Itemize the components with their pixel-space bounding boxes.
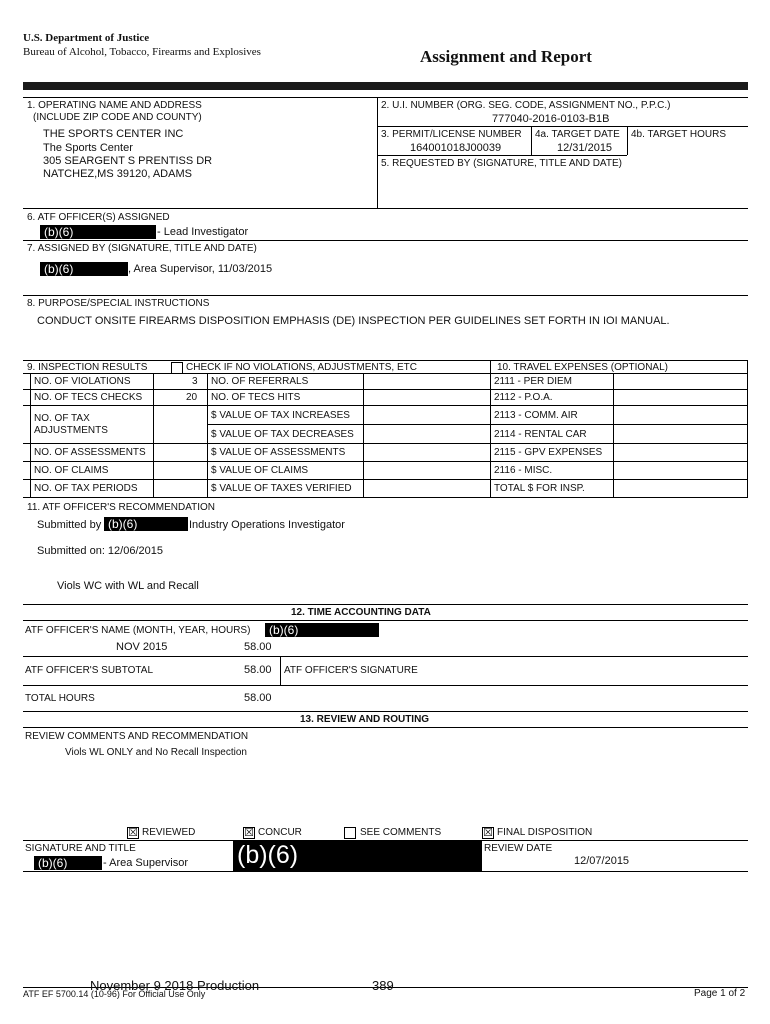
time-month: NOV 2015 xyxy=(116,641,168,653)
operating-name-line2: The Sports Center xyxy=(43,142,133,154)
travel-rental-car: 2114 - RENTAL CAR xyxy=(494,429,587,440)
assigned-by-value: , Area Supervisor, 11/03/2015 xyxy=(128,263,273,275)
submitted-on: Submitted on: 12/06/2015 xyxy=(37,545,163,557)
review-comments-label: REVIEW COMMENTS AND RECOMMENDATION xyxy=(25,731,249,742)
no-violations-checkbox[interactable] xyxy=(171,362,183,374)
referrals-label: NO. OF REFERRALS xyxy=(211,376,309,387)
violations-value: 3 xyxy=(192,376,198,387)
ui-number-value: 777040-2016-0103-B1B xyxy=(492,113,610,125)
bureau-name: Bureau of Alcohol, Tobacco, Firearms and Explosives xyxy=(23,46,261,58)
operating-name-line1: THE SPORTS CENTER INC xyxy=(43,128,184,140)
review-date-label: REVIEW DATE xyxy=(484,843,553,854)
bates-number: 389 xyxy=(372,978,394,993)
permit-value: 164001018J00039 xyxy=(410,142,502,154)
review-routing-title: 13. REVIEW AND ROUTING xyxy=(300,714,430,725)
signature-title-label: SIGNATURE AND TITLE xyxy=(25,843,136,854)
header-bar xyxy=(23,82,748,90)
assigned-by-label: 7. ASSIGNED BY (SIGNATURE, TITLE AND DATE) xyxy=(27,243,257,254)
ui-number-label: 2. U.I. NUMBER (ORG. SEG. CODE, ASSIGNMENT NO., P.P.C.) xyxy=(381,100,671,111)
reviewed-checkbox[interactable]: ☒ xyxy=(128,827,138,839)
redaction-officer: (b)(6) xyxy=(40,225,156,239)
lead-investigator-role: - Lead Investigator xyxy=(157,226,249,238)
operating-name-sublabel: (INCLUDE ZIP CODE AND COUNTY) xyxy=(33,112,202,123)
agency-name: U.S. Department of Justice xyxy=(23,32,150,44)
final-disposition-label: FINAL DISPOSITION xyxy=(497,827,593,838)
page-number: Page 1 of 2 xyxy=(694,988,746,999)
time-accounting-title: 12. TIME ACCOUNTING DATA xyxy=(291,607,431,618)
redaction-submitter: (b)(6) xyxy=(104,517,188,531)
taxes-verified-label: $ VALUE OF TAXES VERIFIED xyxy=(211,483,352,494)
no-violations-label: CHECK IF NO VIOLATIONS, ADJUSTMENTS, ETC xyxy=(186,362,417,373)
operating-name-label: 1. OPERATING NAME AND ADDRESS xyxy=(27,100,202,111)
total-hours-label: TOTAL HOURS xyxy=(25,693,95,704)
review-date-value: 12/07/2015 xyxy=(574,855,630,867)
redaction-reviewer: (b)(6) xyxy=(34,856,102,870)
time-month-hours: 58.00 xyxy=(244,641,272,653)
tecs-checks-label: NO. OF TECS CHECKS xyxy=(34,392,143,403)
officers-assigned-label: 6. ATF OFFICER(S) ASSIGNED xyxy=(27,212,170,223)
target-date-value: 12/31/2015 xyxy=(557,142,613,154)
total-hours-value: 58.00 xyxy=(244,692,272,704)
violations-label: NO. OF VIOLATIONS xyxy=(34,376,131,387)
tecs-hits-label: NO. OF TECS HITS xyxy=(211,392,301,403)
concur-label: CONCUR xyxy=(258,827,302,838)
see-comments-checkbox[interactable] xyxy=(344,827,356,839)
operating-address-line1: 305 SEARGENT S PRENTISS DR xyxy=(43,155,213,167)
subtotal-value: 58.00 xyxy=(244,664,272,676)
claims-value-label: $ VALUE OF CLAIMS xyxy=(211,465,309,476)
tax-decreases-label: $ VALUE OF TAX DECREASES xyxy=(211,429,354,440)
travel-per-diem: 2111 - PER DIEM xyxy=(494,376,572,387)
travel-total: TOTAL $ FOR INSP. xyxy=(494,483,585,494)
form-title: Assignment and Report xyxy=(420,47,592,66)
redaction-time-officer: (b)(6) xyxy=(265,623,379,637)
travel-gpv: 2115 - GPV EXPENSES xyxy=(494,447,603,458)
officer-signature-label: ATF OFFICER'S SIGNATURE xyxy=(284,665,418,676)
reviewer-role: - Area Supervisor xyxy=(103,857,188,869)
production-stamp: November 9 2018 Production xyxy=(90,978,260,993)
final-disposition-checkbox[interactable]: ☒ xyxy=(483,827,493,839)
operating-address-line2: NATCHEZ,MS 39120, ADAMS xyxy=(43,168,192,180)
inspection-results-label: 9. INSPECTION RESULTS xyxy=(27,362,148,373)
see-comments-label: SEE COMMENTS xyxy=(360,827,442,838)
redaction-assigner: (b)(6) xyxy=(40,262,128,276)
target-date-label: 4a. TARGET DATE xyxy=(535,129,620,140)
redaction-signature: (b)(6) xyxy=(233,840,482,871)
travel-comm-air: 2113 - COMM. AIR xyxy=(494,410,578,421)
permit-label: 3. PERMIT/LICENSE NUMBER xyxy=(381,129,522,140)
tax-increases-label: $ VALUE OF TAX INCREASES xyxy=(211,410,350,421)
target-hours-label: 4b. TARGET HOURS xyxy=(631,129,727,140)
reviewed-label: REVIEWED xyxy=(142,827,196,838)
assessments-label: NO. OF ASSESSMENTS xyxy=(34,447,146,458)
travel-poa: 2112 - P.O.A. xyxy=(494,392,553,403)
officer-name-label: ATF OFFICER'S NAME (MONTH, YEAR, HOURS) xyxy=(25,625,251,636)
tax-periods-label: NO. OF TAX PERIODS xyxy=(34,483,138,494)
tax-adjustments-label-1: NO. OF TAX xyxy=(34,413,90,424)
recommendation-note: Viols WC with WL and Recall xyxy=(57,580,199,592)
requested-by-label: 5. REQUESTED BY (SIGNATURE, TITLE AND DATE) xyxy=(381,158,622,169)
tecs-checks-value: 20 xyxy=(186,392,198,403)
submitter-role: Industry Operations Investigator xyxy=(189,519,345,531)
tax-adjustments-label-2: ADJUSTMENTS xyxy=(34,425,108,436)
concur-checkbox[interactable]: ☒ xyxy=(244,827,254,839)
recommendation-label: 11. ATF OFFICER'S RECOMMENDATION xyxy=(27,502,216,513)
travel-misc: 2116 - MISC. xyxy=(494,465,553,476)
submitted-by-label: Submitted by xyxy=(37,519,102,531)
assessments-value-label: $ VALUE OF ASSESSMENTS xyxy=(211,447,346,458)
purpose-value: CONDUCT ONSITE FIREARMS DISPOSITION EMPHASIS (DE) INSPECTION PER GUIDELINES SET FORTH IN IOI MANUAL. xyxy=(37,315,670,327)
subtotal-label: ATF OFFICER'S SUBTOTAL xyxy=(25,665,154,676)
claims-label: NO. OF CLAIMS xyxy=(34,465,109,476)
form-number: ATF EF 5700.14 (10-96) For Official Use Only xyxy=(23,989,206,999)
purpose-label: 8. PURPOSE/SPECIAL INSTRUCTIONS xyxy=(27,298,210,309)
travel-expenses-label: 10. TRAVEL EXPENSES (OPTIONAL) xyxy=(497,362,668,373)
review-comment: Viols WL ONLY and No Recall Inspection xyxy=(65,747,247,758)
